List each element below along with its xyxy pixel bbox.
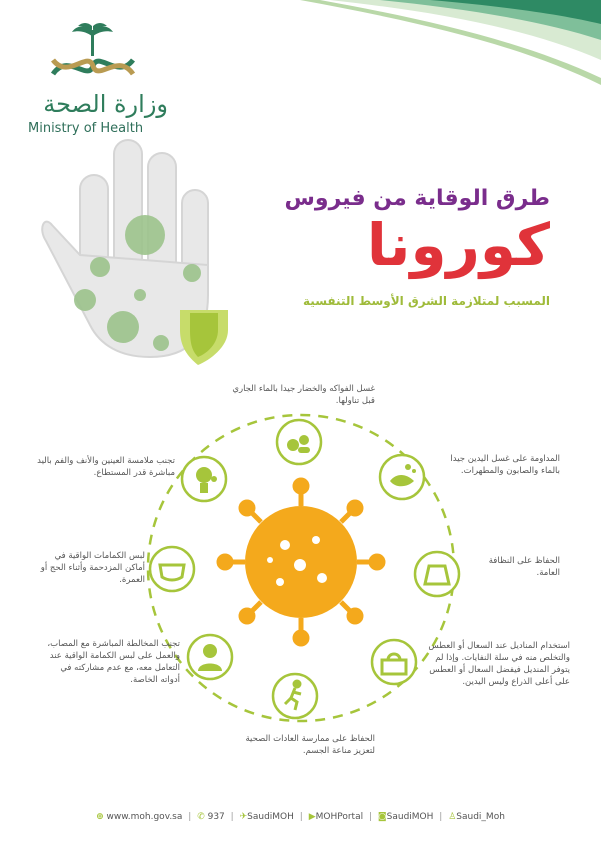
virus-center-icon xyxy=(219,480,383,644)
tip-exercise: الحفاظ على ممارسة العادات الصحية لتعزيز مناعة الجسم. xyxy=(245,734,375,756)
hand-virus-illustration xyxy=(40,135,240,365)
footer-contacts: ⊕ www.moh.gov.sa | ✆ 937 | ✈SaudiMOH | ▶MOHPortal | ◙SaudiMOH | ♙Saudi_Moh xyxy=(96,812,505,822)
footer-phone[interactable]: 937 xyxy=(207,812,225,822)
footer-youtube[interactable]: MOHPortal xyxy=(315,812,364,822)
cleaning-icon xyxy=(413,550,461,598)
title-main: كورونا xyxy=(366,211,550,279)
footer-website[interactable]: www.moh.gov.sa xyxy=(106,812,183,822)
logo-arabic-text: وزارة الصحة xyxy=(43,90,168,118)
footer-twitter[interactable]: SaudiMOH xyxy=(247,812,294,822)
running-person-icon xyxy=(271,672,319,720)
tip-avoid-touching-face: تجنب ملامسة العينين والأنف والفم باليد مباشرة قدر المستطاع. xyxy=(37,456,175,478)
title-description: المسبب لمتلازمة الشرق الأوسط التنفسية xyxy=(303,294,550,308)
title-subtitle: طرق الوقاية من فيروس xyxy=(284,186,550,211)
produce-icon xyxy=(275,418,323,466)
hand-washing-icon xyxy=(378,453,426,501)
snapchat-icon: ♙ xyxy=(448,812,457,822)
tip-wash-produce: غسل الفواكه والخضار جيدا بالماء الجاري قبل تناولها. xyxy=(232,384,375,406)
face-mask-icon xyxy=(148,545,196,593)
footer-instagram[interactable]: SaudiMOH xyxy=(386,812,434,822)
touch-face-icon xyxy=(180,455,228,503)
tip-masks: لبس الكمامات الواقية في أماكن المزدحمة وأثناء الحج أو العمرة. xyxy=(40,551,145,585)
avoid-contact-icon xyxy=(186,633,234,681)
footer-snapchat[interactable]: Saudi_Moh xyxy=(456,812,505,822)
tissue-box-icon xyxy=(370,638,418,686)
twitter-icon: ✈ xyxy=(239,812,248,822)
logo-english-text: Ministry of Health xyxy=(28,121,144,136)
globe-icon: ⊕ xyxy=(96,812,104,822)
instagram-icon: ◙ xyxy=(377,812,387,822)
youtube-icon: ▶ xyxy=(308,812,316,822)
tip-tissue: استخدام المناديل عند السعال أو العطس والتخلص منه في سلة النفايات. وإذا لم يتوفر المنديل فيفضل السعال أو العطس على أعلى الذراع وليس اليدين. xyxy=(428,641,570,687)
phone-icon: ✆ xyxy=(197,812,205,822)
moh-logo-emblem xyxy=(48,22,138,90)
tip-public-hygiene: الحفاظ على النظافة العامة. xyxy=(488,556,560,578)
tip-avoid-contact: تجنب المخالطة المباشرة مع المصاب، والعمل على لبس الكمامة الواقية عند التعامل معه، مع عدم مشاركته في أدواته الخاصة. xyxy=(47,639,180,685)
tip-hand-washing: المداومة على غسل اليدين جيدا بالماء والصابون والمطهرات. xyxy=(450,454,560,476)
